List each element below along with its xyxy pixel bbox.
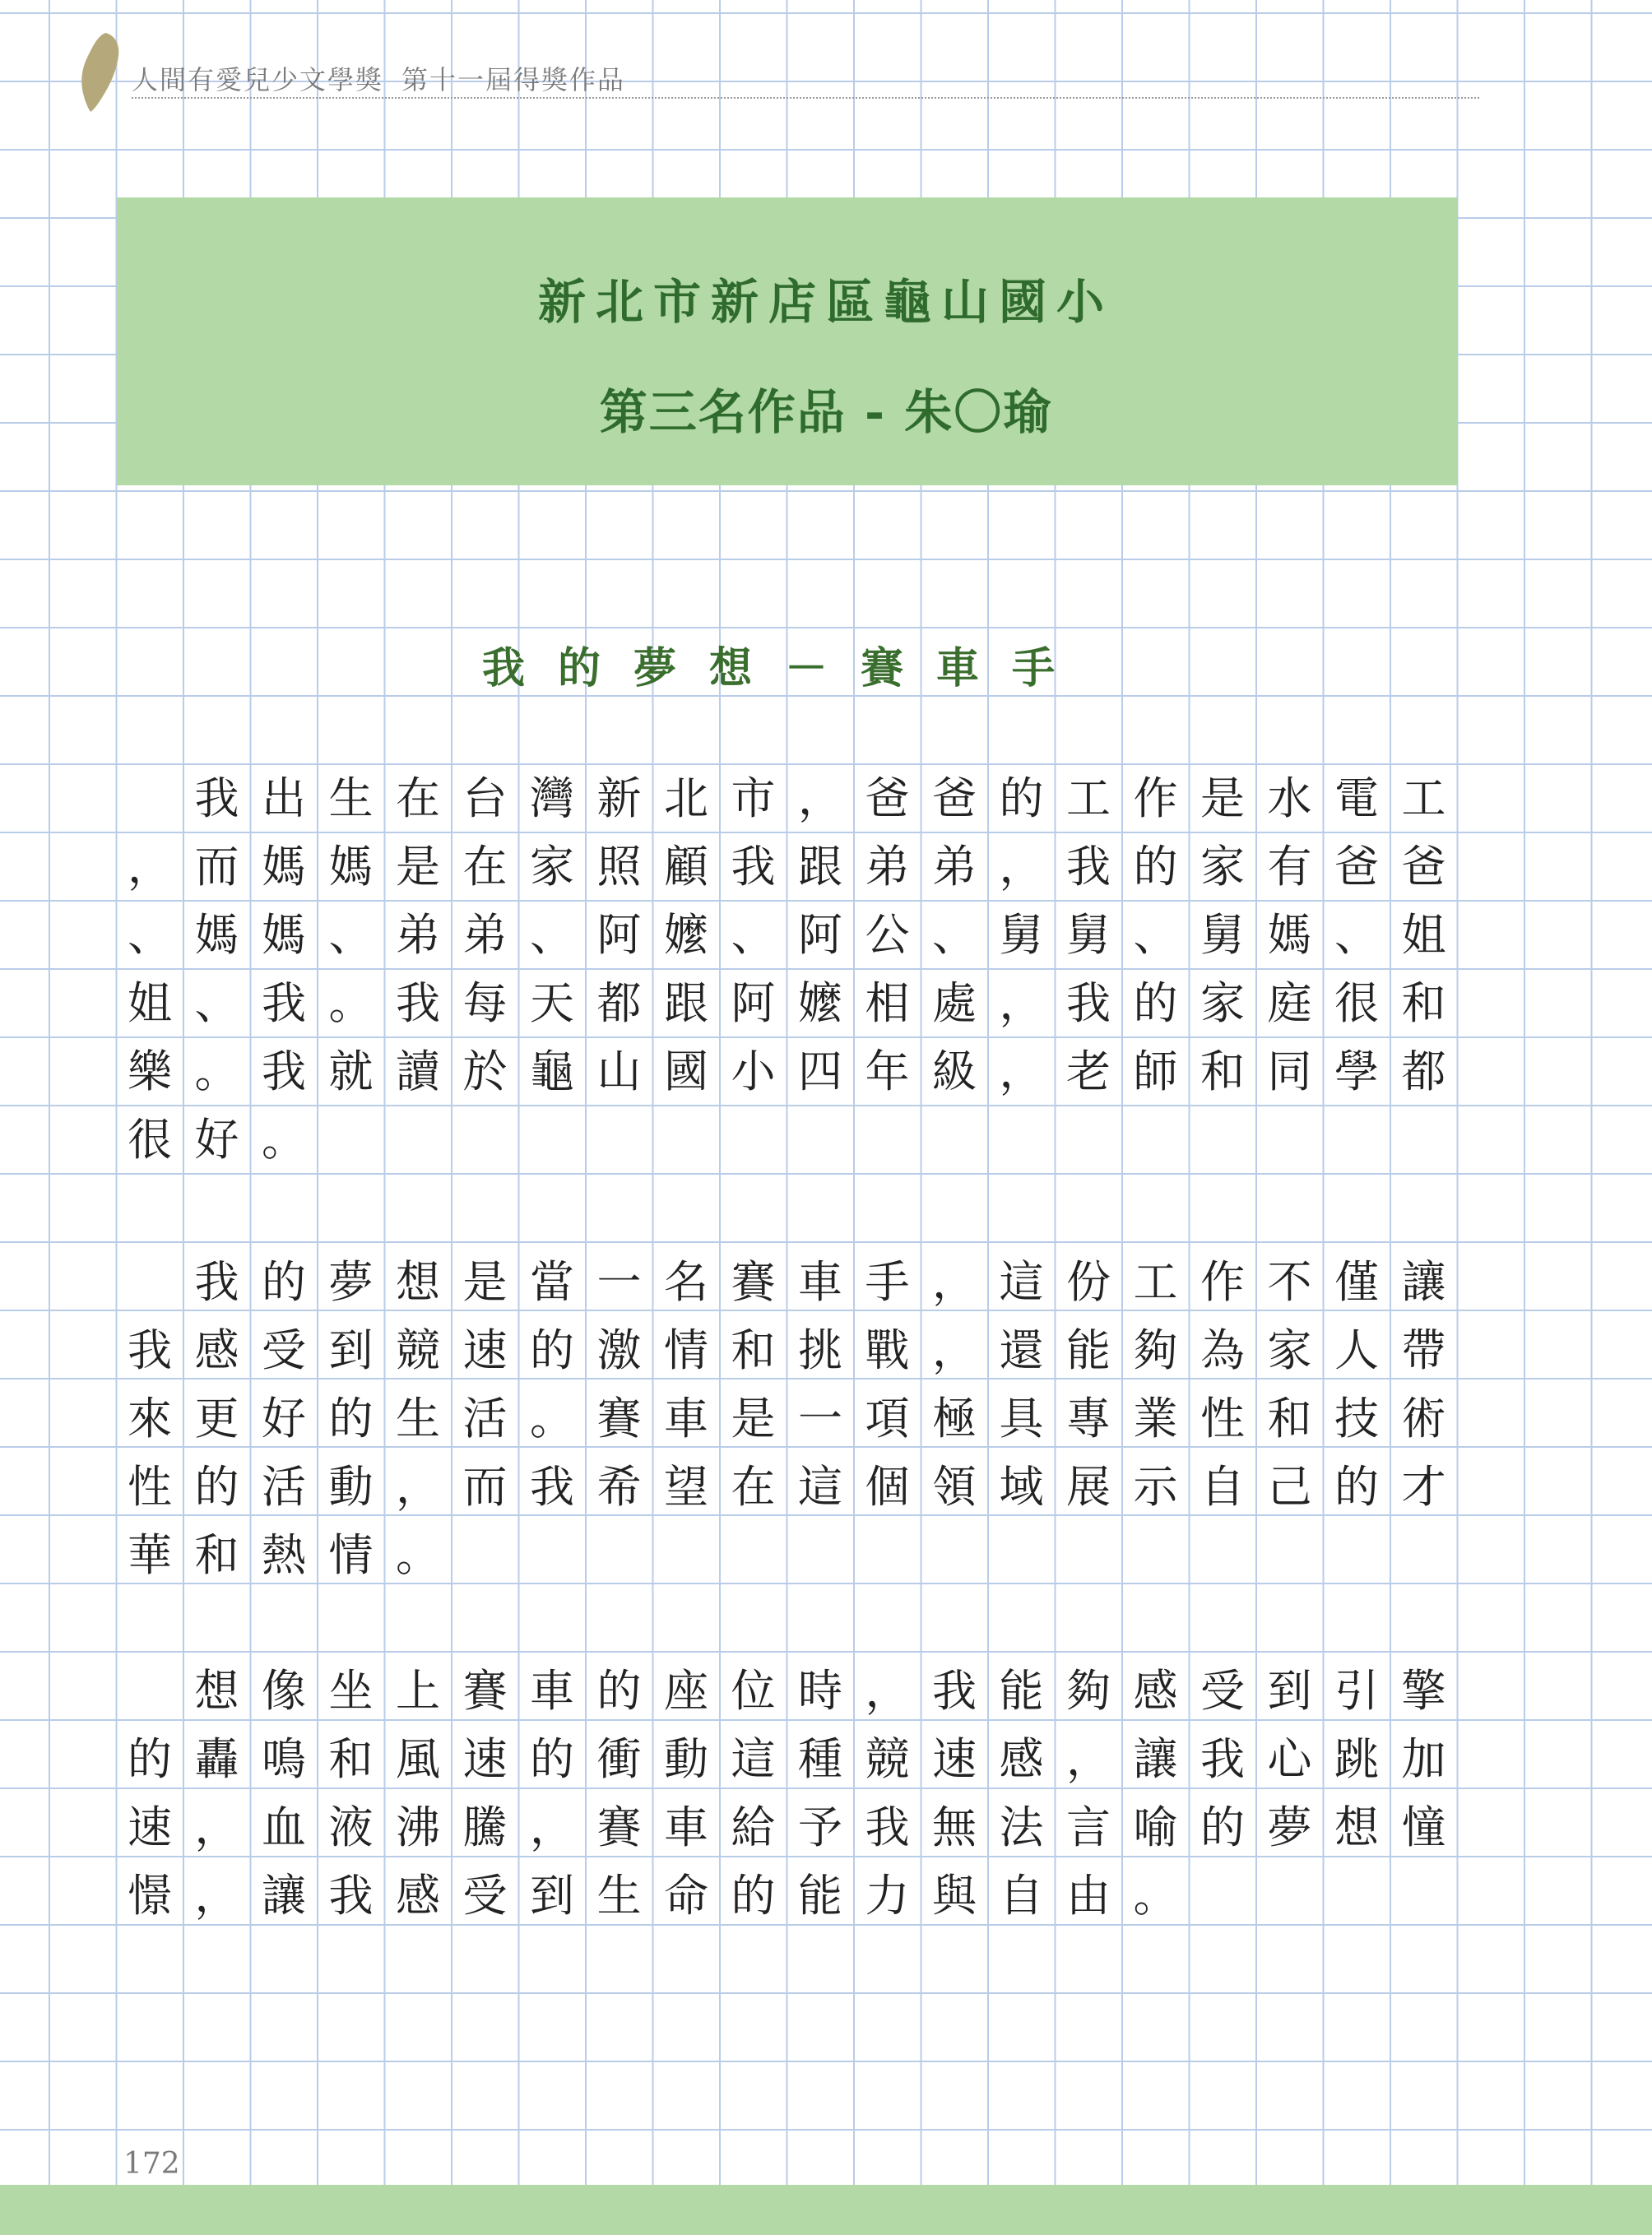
essay-char: 家 (1200, 977, 1245, 1029)
essay-char: 速 (462, 1733, 508, 1785)
essay-char: 我 (328, 1870, 374, 1922)
essay-char: 爸 (932, 772, 977, 824)
essay-char: 我 (128, 1324, 172, 1376)
essay-char: 讓 (1133, 1733, 1178, 1785)
essay-char: 好 (194, 1114, 239, 1166)
essay-char: 小 (731, 1046, 776, 1097)
essay-char: 。 (1133, 1870, 1178, 1922)
essay-char: 的 (1200, 1801, 1245, 1853)
essay-char: 到 (530, 1870, 574, 1922)
essay-char: 活 (262, 1461, 306, 1513)
essay-char: 於 (462, 1046, 508, 1097)
essay-char: 受 (462, 1870, 508, 1922)
essay-char: 的 (596, 1665, 642, 1717)
essay-char: 感 (194, 1324, 239, 1376)
essay-char: 跟 (798, 841, 842, 893)
essay-char: 作 (1200, 1256, 1245, 1308)
essay-char: 車 (798, 1256, 842, 1308)
essay-char: 的 (328, 1393, 374, 1444)
essay-char: 無 (932, 1801, 977, 1853)
essay-char: 這 (999, 1256, 1044, 1308)
essay-char: 鳴 (262, 1733, 306, 1785)
essay-char: 在 (396, 772, 440, 824)
essay-char: 阿 (798, 909, 842, 961)
essay-char: 爸 (1334, 841, 1379, 893)
essay-char: 弟 (865, 841, 910, 893)
essay-char: 能 (1066, 1324, 1111, 1376)
essay-char: ， (530, 1801, 574, 1853)
essay-char: 賽 (596, 1393, 642, 1444)
header-series: 人間有愛兒少文學獎 (132, 64, 384, 95)
essay-char: 、 (1133, 909, 1178, 961)
essay-char: 電 (1334, 772, 1379, 824)
essay-char: 。 (328, 977, 374, 1029)
essay-char: 極 (932, 1393, 977, 1444)
essay-char: 老 (1066, 1046, 1111, 1097)
essay-char: 和 (328, 1733, 374, 1785)
essay-char: ， (194, 1801, 239, 1853)
essay-char: 的 (194, 1461, 239, 1513)
essay-char: 同 (1267, 1046, 1312, 1097)
essay-char: 就 (328, 1046, 374, 1097)
essay-char: 爸 (865, 772, 910, 824)
essay-char: 車 (664, 1801, 708, 1853)
essay-char: 憧 (1401, 1801, 1446, 1853)
essay-char: 車 (664, 1393, 708, 1444)
essay-char: 、 (932, 909, 977, 961)
essay-char: 庭 (1267, 977, 1312, 1029)
essay-char: 媽 (194, 909, 239, 961)
essay-char: 更 (194, 1393, 239, 1444)
essay-char: 、 (128, 909, 172, 961)
essay-char: 每 (462, 977, 508, 1029)
essay-char: 工 (1133, 1256, 1178, 1308)
essay-char: 種 (798, 1733, 842, 1785)
essay-char: 激 (596, 1324, 642, 1376)
essay-char: 處 (932, 977, 977, 1029)
essay-char: 到 (328, 1324, 374, 1376)
essay-char: 生 (328, 772, 374, 824)
essay-char: 言 (1066, 1801, 1111, 1853)
essay-char: 的 (1133, 977, 1178, 1029)
essay-char: 媽 (1267, 909, 1312, 961)
essay-char: 速 (932, 1733, 977, 1785)
essay-char: 一 (798, 1393, 842, 1444)
essay-char: 華 (128, 1529, 172, 1581)
essay-char: 術 (1401, 1393, 1446, 1444)
essay-char: 師 (1133, 1046, 1178, 1097)
essay-char: 心 (1267, 1733, 1312, 1785)
essay-char: 是 (462, 1256, 508, 1308)
essay-char: 領 (932, 1461, 977, 1513)
essay-char: 山 (596, 1046, 642, 1097)
essay-char: 引 (1334, 1665, 1379, 1717)
essay-char: 能 (999, 1665, 1044, 1717)
essay-char: 衝 (596, 1733, 642, 1785)
essay-char: 憬 (128, 1870, 172, 1922)
essay-char: 而 (462, 1461, 508, 1513)
essay-char: 我 (865, 1801, 910, 1853)
essay-char: 出 (262, 772, 306, 824)
essay-char: 示 (1133, 1461, 1178, 1513)
essay-char: 爸 (1401, 841, 1446, 893)
essay-char: 四 (798, 1046, 842, 1097)
essay-char: 才 (1401, 1461, 1446, 1513)
essay-char: 轟 (194, 1733, 239, 1785)
essay-char: 和 (1200, 1046, 1245, 1097)
essay-char: 個 (865, 1461, 910, 1513)
essay-char: 人 (1334, 1324, 1379, 1376)
essay-char: 夢 (1267, 1801, 1312, 1853)
essay-char: 騰 (462, 1801, 508, 1853)
essay-char: ， (865, 1665, 910, 1717)
essay-char: 公 (865, 909, 910, 961)
essay-char: 、 (194, 977, 239, 1029)
page-number: 172 (123, 2147, 180, 2181)
essay-char: 讓 (262, 1870, 306, 1922)
school-name: 新北市新店區龜山國小 (537, 274, 1114, 330)
essay-char: ， (932, 1256, 977, 1308)
essay-char: 的 (530, 1733, 574, 1785)
essay-char: 學 (1334, 1046, 1379, 1097)
essay-char: 賽 (462, 1665, 508, 1717)
essay-char: ， (194, 1870, 239, 1922)
essay-char: 我 (194, 1256, 239, 1308)
essay-char: 是 (396, 841, 440, 893)
essay-char: 業 (1133, 1393, 1178, 1444)
essay-char: 速 (462, 1324, 508, 1376)
essay-char: 名 (664, 1256, 708, 1308)
essay-char: 法 (999, 1801, 1044, 1853)
essay-char: 僅 (1334, 1256, 1379, 1308)
essay-char: 動 (328, 1461, 374, 1513)
essay-char: 項 (865, 1393, 910, 1444)
essay-char: 受 (1200, 1665, 1245, 1717)
essay-char: 和 (1267, 1393, 1312, 1444)
essay-char: 台 (462, 772, 508, 824)
essay-char: 挑 (798, 1324, 842, 1376)
essay-char: 家 (1200, 841, 1245, 893)
essay-char: 予 (798, 1801, 842, 1853)
essay-char: 而 (194, 841, 239, 893)
essay-char: 灣 (530, 772, 574, 824)
essay-char: 技 (1334, 1393, 1379, 1444)
essay-char: 。 (396, 1529, 440, 1581)
essay-char: 好 (262, 1393, 306, 1444)
essay-char: 己 (1267, 1461, 1312, 1513)
essay-char: 、 (731, 909, 776, 961)
essay-char: 生 (396, 1393, 440, 1444)
essay-char: 不 (1267, 1256, 1312, 1308)
essay-char: 情 (664, 1324, 708, 1376)
essay-char: 阿 (731, 977, 776, 1029)
essay-char: 讓 (1401, 1256, 1446, 1308)
essay-char: 都 (596, 977, 642, 1029)
essay-char: 自 (999, 1870, 1044, 1922)
essay-char: ， (999, 841, 1044, 893)
essay-char: 。 (194, 1046, 239, 1097)
essay-char: 到 (1267, 1665, 1312, 1717)
essay-char: 情 (328, 1529, 374, 1581)
essay-char: 的 (1334, 1461, 1379, 1513)
essay-char: 血 (262, 1801, 306, 1853)
essay-char: 姐 (1401, 909, 1446, 961)
essay-char: 的 (999, 772, 1044, 824)
essay-char: 速 (128, 1801, 172, 1853)
essay-char: 手 (865, 1256, 910, 1308)
essay-char: 感 (999, 1733, 1044, 1785)
essay-char: 是 (731, 1393, 776, 1444)
essay-char: 想 (194, 1665, 239, 1717)
essay-char: 、 (328, 909, 374, 961)
essay-char: 顧 (664, 841, 708, 893)
essay-char: 弟 (932, 841, 977, 893)
essay-char: 夠 (1133, 1324, 1178, 1376)
essay-title: 我的夢想－賽車手 (481, 643, 1088, 693)
essay-char: 和 (1401, 977, 1446, 1029)
essay-char: 喻 (1133, 1801, 1178, 1853)
essay-char: 具 (999, 1393, 1044, 1444)
footer-band (0, 2185, 1652, 2235)
essay-char: 性 (1200, 1393, 1245, 1444)
essay-char: 的 (128, 1733, 172, 1785)
essay-char: 夠 (1066, 1665, 1111, 1717)
essay-char: 姐 (128, 977, 172, 1029)
essay-char: 專 (1066, 1393, 1111, 1444)
essay-char: 座 (664, 1665, 708, 1717)
essay-char: 風 (396, 1733, 440, 1785)
award-author: 第三名作品 - 朱〇瑜 (599, 384, 1053, 440)
essay-char: 由 (1066, 1870, 1111, 1922)
essay-char: 為 (1200, 1324, 1245, 1376)
essay-char: 新 (596, 772, 642, 824)
essay-char: 擎 (1401, 1665, 1446, 1717)
essay-char: 國 (664, 1046, 708, 1097)
essay-char: 市 (731, 772, 776, 824)
essay-char: 活 (462, 1393, 508, 1444)
essay-char: ， (932, 1324, 977, 1376)
essay-char: 樂 (128, 1046, 172, 1097)
essay-char: 生 (596, 1870, 642, 1922)
essay-char: ， (798, 772, 842, 824)
essay-char: 龜 (530, 1046, 574, 1097)
essay-char: 北 (664, 772, 708, 824)
essay-char: 我 (1200, 1733, 1245, 1785)
essay-char: 嬤 (664, 909, 708, 961)
essay-char: 我 (194, 772, 239, 824)
essay-char: 都 (1401, 1046, 1446, 1097)
essay-char: 戰 (865, 1324, 910, 1376)
essay-char: 、 (1334, 909, 1379, 961)
essay-char: 望 (664, 1461, 708, 1513)
essay-char: 跳 (1334, 1733, 1379, 1785)
essay-char: 很 (128, 1114, 172, 1166)
essay-char: 動 (664, 1733, 708, 1785)
essay-char: ， (1066, 1733, 1111, 1785)
essay-char: 競 (396, 1324, 440, 1376)
essay-char: 想 (1334, 1801, 1379, 1853)
essay-char: 的 (262, 1256, 306, 1308)
essay-char: 競 (865, 1733, 910, 1785)
essay-char: 天 (530, 977, 574, 1029)
essay-char: ， (128, 841, 172, 893)
essay-char: 給 (731, 1801, 776, 1853)
essay-char: 家 (1267, 1324, 1312, 1376)
essay-char: 位 (731, 1665, 776, 1717)
essay-char: 我 (262, 1046, 306, 1097)
essay-char: 展 (1066, 1461, 1111, 1513)
essay-char: 。 (262, 1114, 306, 1166)
essay-char: 媽 (328, 841, 374, 893)
essay-char: 賽 (731, 1256, 776, 1308)
essay-char: 的 (1133, 841, 1178, 893)
essay-char: 舅 (1066, 909, 1111, 961)
essay-char: 車 (530, 1665, 574, 1717)
essay-char: 舅 (1200, 909, 1245, 961)
essay-char: 有 (1267, 841, 1312, 893)
essay-char: 還 (999, 1324, 1044, 1376)
essay-char: 性 (128, 1461, 172, 1513)
essay-char: 我 (932, 1665, 977, 1717)
essay-char: 嬤 (798, 977, 842, 1029)
essay-char: 我 (731, 841, 776, 893)
essay-char: 的 (530, 1324, 574, 1376)
essay-char: 家 (530, 841, 574, 893)
essay-char: 年 (865, 1046, 910, 1097)
essay-char: 讀 (396, 1046, 440, 1097)
essay-char: 我 (262, 977, 306, 1029)
essay-char: 媽 (262, 909, 306, 961)
essay-char: ， (999, 977, 1044, 1029)
essay-char: 液 (328, 1801, 374, 1853)
essay-char: 我 (1066, 977, 1111, 1029)
essay-char: 照 (596, 841, 642, 893)
essay-char: 當 (530, 1256, 574, 1308)
essay-char: 希 (596, 1461, 642, 1513)
essay-char: 我 (1066, 841, 1111, 893)
essay-char: 帶 (1401, 1324, 1446, 1376)
essay-char: 來 (128, 1393, 172, 1444)
essay-char: 這 (731, 1733, 776, 1785)
essay-char: 感 (396, 1870, 440, 1922)
essay-char: 是 (1200, 772, 1245, 824)
essay-char: 時 (798, 1665, 842, 1717)
essay-char: 阿 (596, 909, 642, 961)
essay-char: 能 (798, 1870, 842, 1922)
essay-char: 一 (596, 1256, 642, 1308)
essay-char: 相 (865, 977, 910, 1029)
essay-char: 份 (1066, 1256, 1111, 1308)
essay-char: 媽 (262, 841, 306, 893)
essay-char: 域 (999, 1461, 1044, 1513)
essay-char: 夢 (328, 1256, 374, 1308)
essay-char: 想 (396, 1256, 440, 1308)
essay-char: 和 (731, 1324, 776, 1376)
essay-char: 舅 (999, 909, 1044, 961)
essay-char: 工 (1401, 772, 1446, 824)
essay-char: 像 (262, 1665, 306, 1717)
essay-char: 感 (1133, 1665, 1178, 1717)
essay-char: 工 (1066, 772, 1111, 824)
essay-char: ， (999, 1046, 1044, 1097)
essay-char: 、 (530, 909, 574, 961)
essay-char: 。 (530, 1393, 574, 1444)
essay-char: 弟 (396, 909, 440, 961)
essay-char: 力 (865, 1870, 910, 1922)
header-edition: 第十一屆得獎作品 (401, 64, 626, 95)
essay-char: 賽 (596, 1801, 642, 1853)
essay-char: 水 (1267, 772, 1312, 824)
essay-char: 和 (194, 1529, 239, 1581)
essay-char: 自 (1200, 1461, 1245, 1513)
essay-char: 我 (396, 977, 440, 1029)
essay-char: ， (396, 1461, 440, 1513)
essay-char: 在 (731, 1461, 776, 1513)
essay-char: 受 (262, 1324, 306, 1376)
essay-char: 在 (462, 841, 508, 893)
essay-char: 與 (932, 1870, 977, 1922)
essay-char: 級 (932, 1046, 977, 1097)
essay-char: 坐 (328, 1665, 374, 1717)
essay-char: 加 (1401, 1733, 1446, 1785)
essay-char: 我 (530, 1461, 574, 1513)
essay-char: 很 (1334, 977, 1379, 1029)
essay-char: 這 (798, 1461, 842, 1513)
essay-char: 作 (1133, 772, 1178, 824)
essay-char: 弟 (462, 909, 508, 961)
essay-char: 沸 (396, 1801, 440, 1853)
essay-char: 跟 (664, 977, 708, 1029)
essay-char: 的 (731, 1870, 776, 1922)
essay-char: 上 (396, 1665, 440, 1717)
essay-char: 熱 (262, 1529, 306, 1581)
essay-char: 命 (664, 1870, 708, 1922)
